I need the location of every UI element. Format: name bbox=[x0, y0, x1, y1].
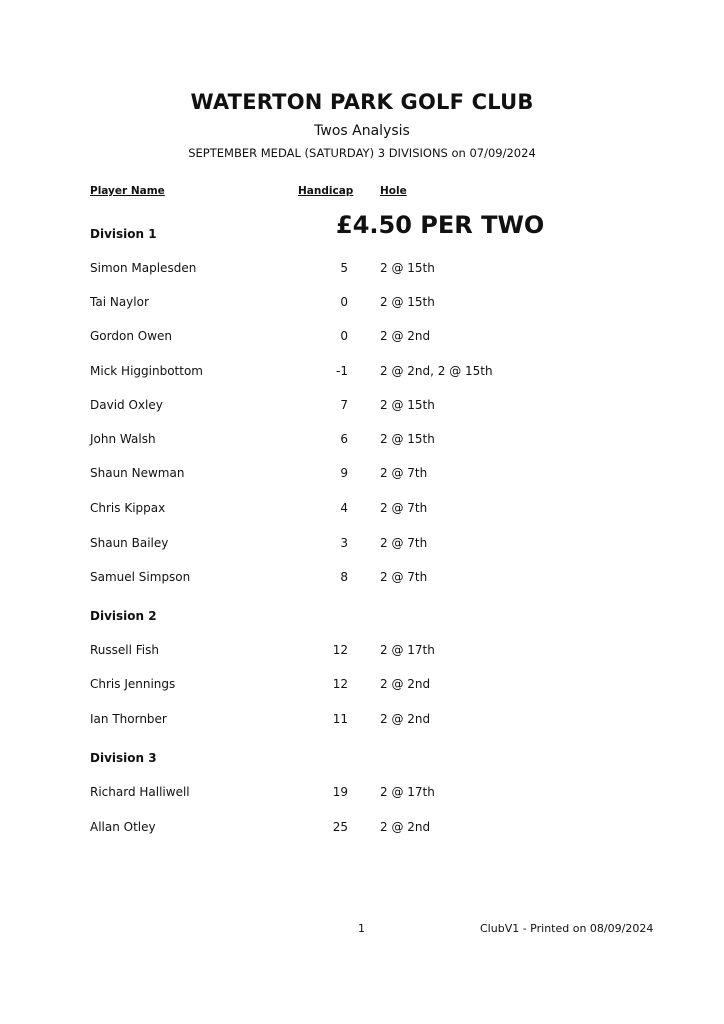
page-title: WATERTON PARK GOLF CLUB bbox=[190, 90, 534, 114]
player-handicap: 11 bbox=[332, 712, 348, 726]
player-name: Gordon Owen bbox=[90, 329, 172, 343]
player-hole: 2 @ 7th bbox=[380, 570, 428, 584]
printed-info: ClubV1 - Printed on 08/09/2024 bbox=[480, 922, 654, 935]
player-handicap: 12 bbox=[332, 643, 348, 657]
player-handicap: 25 bbox=[332, 820, 348, 834]
player-hole: 2 @ 15th bbox=[380, 432, 435, 446]
division-heading: Division 2 bbox=[90, 609, 157, 623]
player-hole: 2 @ 17th bbox=[380, 643, 435, 657]
player-name: Shaun Newman bbox=[90, 466, 185, 480]
player-name: Chris Kippax bbox=[90, 501, 166, 515]
player-hole: 2 @ 2nd bbox=[380, 712, 431, 726]
player-name: Simon Maplesden bbox=[90, 261, 197, 275]
player-hole: 2 @ 2nd, 2 @ 15th bbox=[380, 364, 493, 378]
player-handicap: 9 bbox=[340, 466, 348, 480]
column-header-hole: Hole bbox=[380, 185, 407, 197]
player-name: David Oxley bbox=[90, 398, 163, 412]
page-number: 1 bbox=[358, 922, 365, 935]
player-handicap: 0 bbox=[340, 329, 348, 343]
player-hole: 2 @ 2nd bbox=[380, 329, 431, 343]
prize-per-two: £4.50 PER TWO bbox=[336, 211, 545, 239]
player-name: John Walsh bbox=[90, 432, 156, 446]
player-handicap: 12 bbox=[332, 677, 348, 691]
player-handicap: 0 bbox=[340, 295, 348, 309]
report-subtitle: Twos Analysis bbox=[314, 123, 410, 139]
player-hole: 2 @ 15th bbox=[380, 261, 435, 275]
player-handicap: 3 bbox=[340, 536, 348, 550]
column-header-handicap: Handicap bbox=[298, 185, 354, 197]
player-hole: 2 @ 17th bbox=[380, 785, 435, 799]
player-handicap: 6 bbox=[340, 432, 348, 446]
player-handicap: 19 bbox=[332, 785, 348, 799]
player-hole: 2 @ 15th bbox=[380, 295, 435, 309]
player-handicap: -1 bbox=[336, 364, 348, 378]
column-header-player-name: Player Name bbox=[90, 185, 165, 197]
player-hole: 2 @ 7th bbox=[380, 501, 428, 515]
player-handicap: 5 bbox=[340, 261, 348, 275]
player-hole: 2 @ 7th bbox=[380, 536, 428, 550]
player-name: Shaun Bailey bbox=[90, 536, 169, 550]
player-name: Ian Thornber bbox=[90, 712, 167, 726]
player-name: Richard Halliwell bbox=[90, 785, 190, 799]
player-hole: 2 @ 7th bbox=[380, 466, 428, 480]
event-description: SEPTEMBER MEDAL (SATURDAY) 3 DIVISIONS on 07/09/2024 bbox=[188, 146, 536, 160]
division-heading: Division 3 bbox=[90, 751, 157, 765]
player-name: Russell Fish bbox=[90, 643, 159, 657]
player-name: Tai Naylor bbox=[90, 295, 149, 309]
player-name: Chris Jennings bbox=[90, 677, 176, 691]
player-name: Samuel Simpson bbox=[90, 570, 191, 584]
player-handicap: 4 bbox=[340, 501, 348, 515]
player-handicap: 7 bbox=[340, 398, 348, 412]
player-handicap: 8 bbox=[340, 570, 348, 584]
player-name: Allan Otley bbox=[90, 820, 156, 834]
player-hole: 2 @ 2nd bbox=[380, 820, 431, 834]
division-heading: Division 1 bbox=[90, 227, 157, 241]
player-hole: 2 @ 2nd bbox=[380, 677, 431, 691]
player-name: Mick Higginbottom bbox=[90, 364, 203, 378]
player-hole: 2 @ 15th bbox=[380, 398, 435, 412]
